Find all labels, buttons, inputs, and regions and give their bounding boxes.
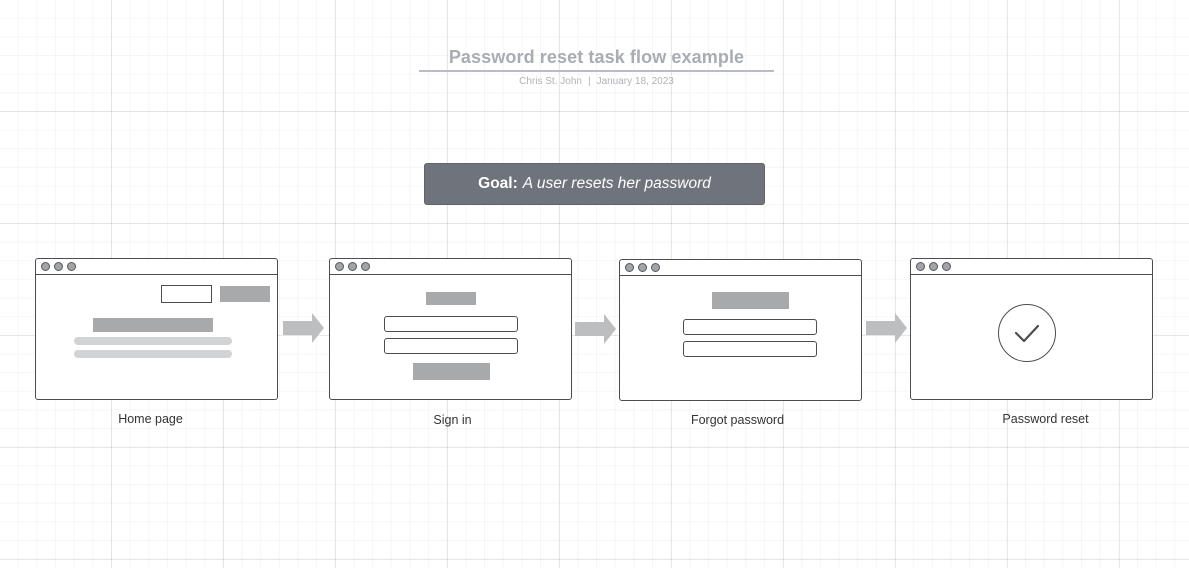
wireframe-content [911,275,1152,399]
wireframe-text-line [74,350,232,358]
window-dot-icon [625,263,634,272]
author-date-line [419,76,774,87]
window-dot-icon [41,262,50,271]
flow-arrow-icon [575,313,617,345]
window-dot-icon [916,262,925,271]
home-page-wireframe [35,258,278,400]
goal-text: A user resets her password [522,175,711,192]
browser-title-bar [620,260,861,276]
window-dot-icon [348,262,357,271]
window-dot-icon [638,263,647,272]
wireframe-content [620,276,861,400]
wireframe-text-line [74,337,232,345]
wireframe-username-field [384,316,518,332]
window-dot-icon [942,262,951,271]
screen-caption: Password reset [1002,412,1089,426]
wireframe-heading-block [426,292,476,305]
date: January 18, 2023 [596,76,674,87]
goal-banner [424,163,765,205]
author: Chris St. John [519,76,582,87]
wireframe-submit-block [413,363,490,380]
wireframe-heading-block [93,318,213,332]
browser-title-bar [911,259,1152,275]
window-dot-icon [929,262,938,271]
screen-caption: Home page [118,412,183,426]
wireframe-email-field [683,319,817,335]
window-dot-icon [54,262,63,271]
screen-caption: Forgot password [690,413,785,427]
wireframe-nav-block [220,286,270,302]
wireframe-content [330,275,571,399]
forgot-password-wireframe [619,259,862,401]
flow-arrow-icon [866,312,908,344]
screen-caption: Sign in [433,413,472,427]
wireframe-confirm-field [683,341,817,357]
page-title: Password reset task flow example [448,47,745,67]
checkmark-icon [999,305,1055,361]
window-dot-icon [335,262,344,271]
meta-separator: | [587,76,591,87]
wireframe-content [36,275,277,399]
wireframe-password-field [384,338,518,354]
goal-label: Goal: [478,175,518,192]
success-circle [998,304,1056,362]
title-underline [419,70,774,72]
flow-arrow-icon [283,312,325,344]
wireframe-sign-in-button [161,285,212,303]
window-dot-icon [361,262,370,271]
wireframe-heading-block [712,292,789,309]
window-dot-icon [651,263,660,272]
window-dot-icon [67,262,76,271]
browser-title-bar [36,259,277,275]
password-reset-wireframe [910,258,1153,400]
browser-title-bar [330,259,571,275]
sign-in-wireframe [329,258,572,400]
